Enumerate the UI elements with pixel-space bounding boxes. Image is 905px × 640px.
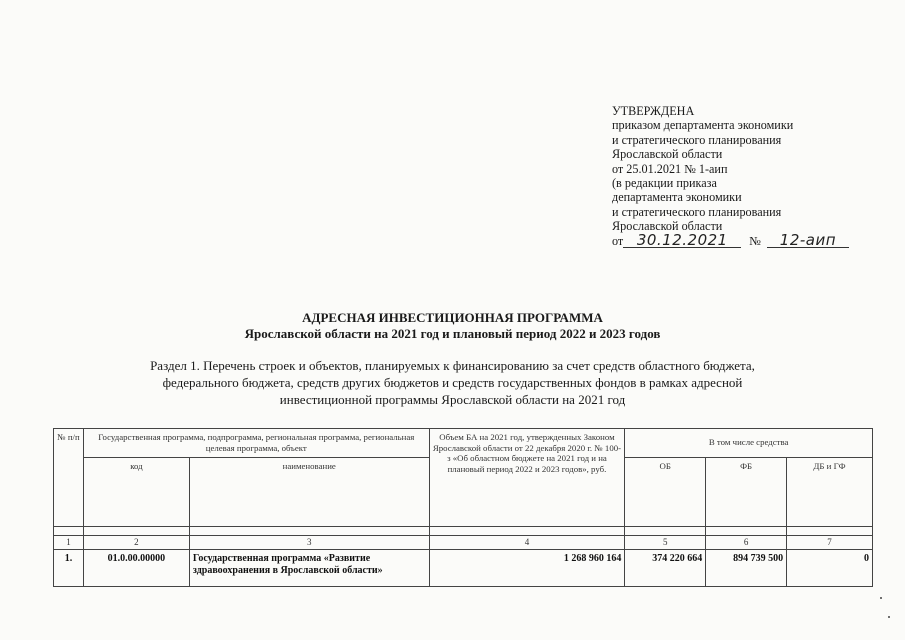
header-including: В том числе средства xyxy=(625,429,873,458)
handwritten-number: 12-аип xyxy=(767,234,849,248)
section-heading-line: федерального бюджета, средств других бюджетов и средств государственных фондов в рамках адресной xyxy=(162,375,743,390)
approval-date-number-row xyxy=(612,231,892,250)
approval-line: департамента экономики xyxy=(612,190,742,205)
row-num: 1. xyxy=(54,549,84,586)
column-number: 2 xyxy=(83,536,189,550)
table-row xyxy=(54,549,873,586)
table-header-row xyxy=(54,429,873,458)
section-heading xyxy=(60,357,845,408)
header-code: код xyxy=(83,458,189,527)
header-dbgf: ДБ и ГФ xyxy=(787,458,873,527)
approval-line: от 25.01.2021 № 1-аип xyxy=(612,161,728,176)
scan-speck xyxy=(888,616,890,618)
column-number: 7 xyxy=(787,536,873,550)
row-code: 01.0.00.00000 xyxy=(83,549,189,586)
header-name: наименование xyxy=(189,458,429,527)
approval-line: приказом департамента экономики xyxy=(612,118,794,133)
section-heading-line: инвестиционной программы Ярославской области на 2021 год xyxy=(279,392,626,407)
row-dbgf: 0 xyxy=(787,549,873,586)
from-label: от xyxy=(612,233,624,248)
section-heading-line: Раздел 1. Перечень строек и объектов, планируемых к финансированию за счет средств областного бюджета, xyxy=(150,358,755,373)
approval-block xyxy=(612,104,892,248)
approval-line: Ярославской области xyxy=(612,219,723,234)
row-name: Государственная программа «Развитие здравоохранения в Ярославской области» xyxy=(189,549,429,586)
header-num: № п/п xyxy=(54,429,84,527)
column-number: 6 xyxy=(706,536,787,550)
investment-table xyxy=(53,428,873,587)
number-label: № xyxy=(749,233,761,248)
column-number: 5 xyxy=(625,536,706,550)
approval-line: и стратегического планирования xyxy=(612,204,782,219)
approval-line: УТВЕРЖДЕНА xyxy=(612,104,695,118)
header-program: Государственная программа, подпрограмма, региональная программа, региональная целевая программа, объект xyxy=(83,429,429,458)
column-number: 1 xyxy=(54,536,84,550)
column-number: 4 xyxy=(429,536,625,550)
header-volume: Объем БА на 2021 год, утвержденных Законом Ярославской области от 22 декабря 2020 г. № 100-з «Об областном бюджете на 2021 год и на плановый период 2022 и 2023 годов», руб. xyxy=(429,429,625,527)
row-fb: 894 739 500 xyxy=(706,549,787,586)
document-title: АДРЕСНАЯ ИНВЕСТИЦИОННАЯ ПРОГРАММА xyxy=(302,310,603,325)
scan-speck xyxy=(880,597,882,599)
row-ob: 374 220 664 xyxy=(625,549,706,586)
table-spacer-row xyxy=(54,527,873,536)
row-volume: 1 268 960 164 xyxy=(429,549,625,586)
handwritten-date: 30.12.2021 xyxy=(623,234,741,248)
approval-line: (в редакции приказа xyxy=(612,176,717,191)
approval-line: и стратегического планирования xyxy=(612,132,782,147)
approval-line: Ярославской области xyxy=(612,147,723,162)
header-fb: ФБ xyxy=(706,458,787,527)
column-number: 3 xyxy=(189,536,429,550)
header-ob: ОБ xyxy=(625,458,706,527)
document-subtitle: Ярославской области на 2021 год и плановый период 2022 и 2023 годов xyxy=(244,326,661,341)
column-number-row xyxy=(54,536,873,550)
